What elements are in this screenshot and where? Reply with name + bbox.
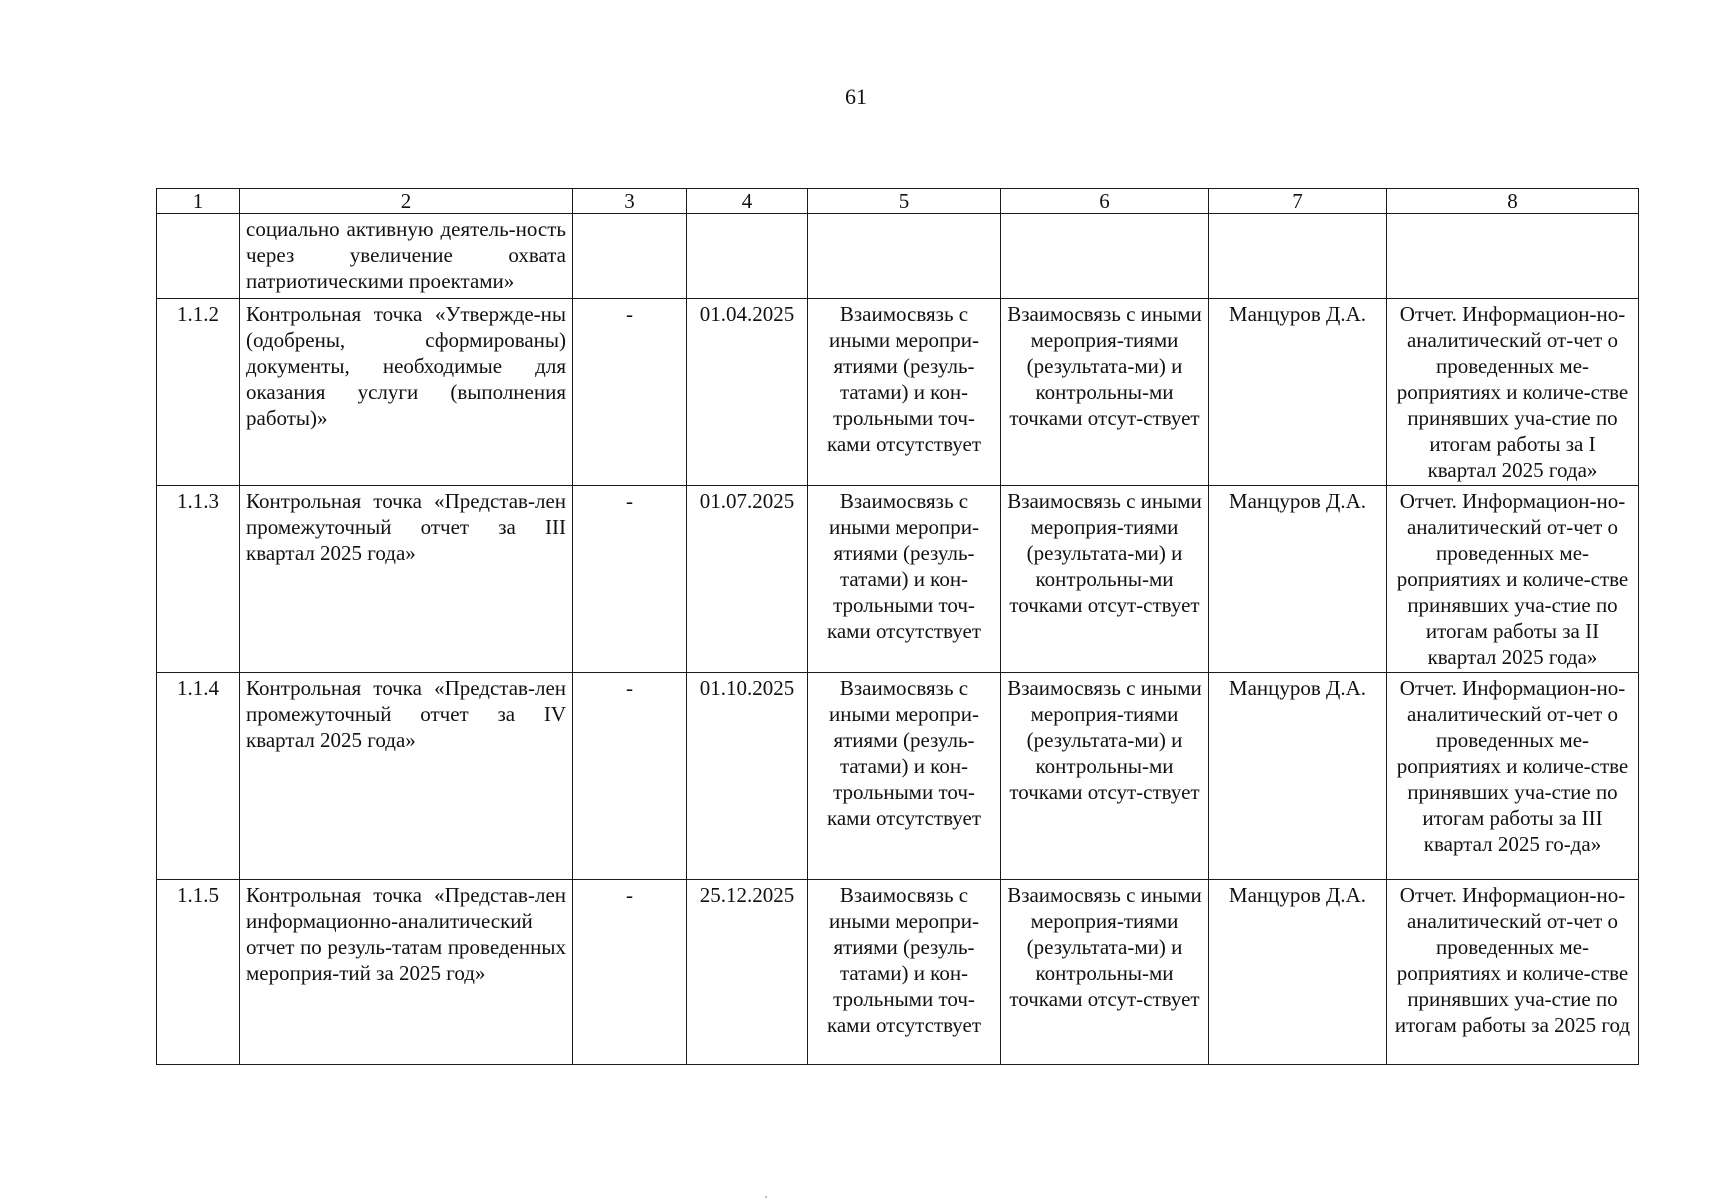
result-document-cell — [1387, 214, 1639, 299]
table-row — [157, 299, 1639, 486]
control-point-name-cell: Контрольная точка «Представ-лен промежуточный отчет за IV квартал 2025 года» — [240, 673, 573, 880]
row-number-cell: 1.1.2 — [157, 299, 240, 486]
predecessor-cell: - — [573, 299, 687, 486]
scan-speck — [765, 1196, 767, 1198]
column-header: 2 — [240, 189, 573, 214]
row-number-cell: 1.1.4 — [157, 673, 240, 880]
responsible-cell: Манцуров Д.А. — [1209, 299, 1387, 486]
responsible-cell: Манцуров Д.А. — [1209, 486, 1387, 673]
table-row — [157, 880, 1639, 1065]
predecessor-cell: - — [573, 880, 687, 1065]
relation-points-cell: Взаимосвязь с иными мероприя-тиями (результата-ми) и контрольны-ми точками отсут-ствует — [1001, 299, 1209, 486]
relation-points-cell — [1001, 214, 1209, 299]
control-point-name-cell: социально активную деятель-ность через увеличение охвата патриотическими проектами» — [240, 214, 573, 299]
date-cell: 01.04.2025 — [687, 299, 808, 486]
control-point-name-cell: Контрольная точка «Представ-лен информационно-аналитический отчет по резуль-татам проведенных мероприя-тий за 2025 год» — [240, 880, 573, 1065]
relation-results-cell — [808, 214, 1001, 299]
column-header: 4 — [687, 189, 808, 214]
column-header: 7 — [1209, 189, 1387, 214]
column-header: 8 — [1387, 189, 1639, 214]
result-document-cell: Отчет. Информацион-но-аналитический от-чет о проведенных ме-роприятиях и количе-стве принявших уча-стие по итогам работы за 2025 год — [1387, 880, 1639, 1065]
column-header: 5 — [808, 189, 1001, 214]
relation-points-cell: Взаимосвязь с иными мероприя-тиями (результата-ми) и контрольны-ми точками отсут-ствует — [1001, 673, 1209, 880]
table-row — [157, 673, 1639, 880]
date-cell — [687, 214, 808, 299]
relation-points-cell: Взаимосвязь с иными мероприя-тиями (результата-ми) и контрольны-ми точками отсут-ствует — [1001, 880, 1209, 1065]
predecessor-cell: - — [573, 673, 687, 880]
column-header: 3 — [573, 189, 687, 214]
control-point-name-cell: Контрольная точка «Утвержде-ны (одобрены, сформированы) документы, необходимые для оказания услуги (выполнения работы)» — [240, 299, 573, 486]
date-cell: 01.07.2025 — [687, 486, 808, 673]
predecessor-cell: - — [573, 486, 687, 673]
page-number: 61 — [845, 84, 867, 109]
result-document-cell: Отчет. Информацион-но-аналитический от-чет о проведенных ме-роприятиях и количе-стве принявших уча-стие по итогам работы за II квартал 2025 года» — [1387, 486, 1639, 673]
control-points-table — [156, 188, 1639, 1065]
row-number-cell: 1.1.3 — [157, 486, 240, 673]
responsible-cell: Манцуров Д.А. — [1209, 880, 1387, 1065]
table-row — [157, 214, 1639, 299]
responsible-cell: Манцуров Д.А. — [1209, 673, 1387, 880]
header-row — [157, 189, 1639, 214]
result-document-cell: Отчет. Информацион-но-аналитический от-чет о проведенных ме-роприятиях и количе-стве принявших уча-стие по итогам работы за III квартал 2025 го-да» — [1387, 673, 1639, 880]
relation-results-cell: Взаимосвязь с иными меропри-ятиями (резуль-татами) и кон-трольными точ-ками отсутствует — [808, 673, 1001, 880]
control-point-name-cell: Контрольная точка «Представ-лен промежуточный отчет за III квартал 2025 года» — [240, 486, 573, 673]
relation-results-cell: Взаимосвязь с иными меропри-ятиями (резуль-татами) и кон-трольными точ-ками отсутствует — [808, 486, 1001, 673]
date-cell: 25.12.2025 — [687, 880, 808, 1065]
responsible-cell — [1209, 214, 1387, 299]
result-document-cell: Отчет. Информацион-но-аналитический от-чет о проведенных ме-роприятиях и количе-стве принявших уча-стие по итогам работы за I квартал 2025 года» — [1387, 299, 1639, 486]
row-number-cell — [157, 214, 240, 299]
relation-points-cell: Взаимосвязь с иными мероприя-тиями (результата-ми) и контрольны-ми точками отсут-ствует — [1001, 486, 1209, 673]
column-header: 1 — [157, 189, 240, 214]
table-row — [157, 486, 1639, 673]
column-header: 6 — [1001, 189, 1209, 214]
relation-results-cell: Взаимосвязь с иными меропри-ятиями (резуль-татами) и кон-трольными точ-ками отсутствует — [808, 299, 1001, 486]
relation-results-cell: Взаимосвязь с иными меропри-ятиями (резуль-татами) и кон-трольными точ-ками отсутствует — [808, 880, 1001, 1065]
predecessor-cell — [573, 214, 687, 299]
row-number-cell: 1.1.5 — [157, 880, 240, 1065]
date-cell: 01.10.2025 — [687, 673, 808, 880]
